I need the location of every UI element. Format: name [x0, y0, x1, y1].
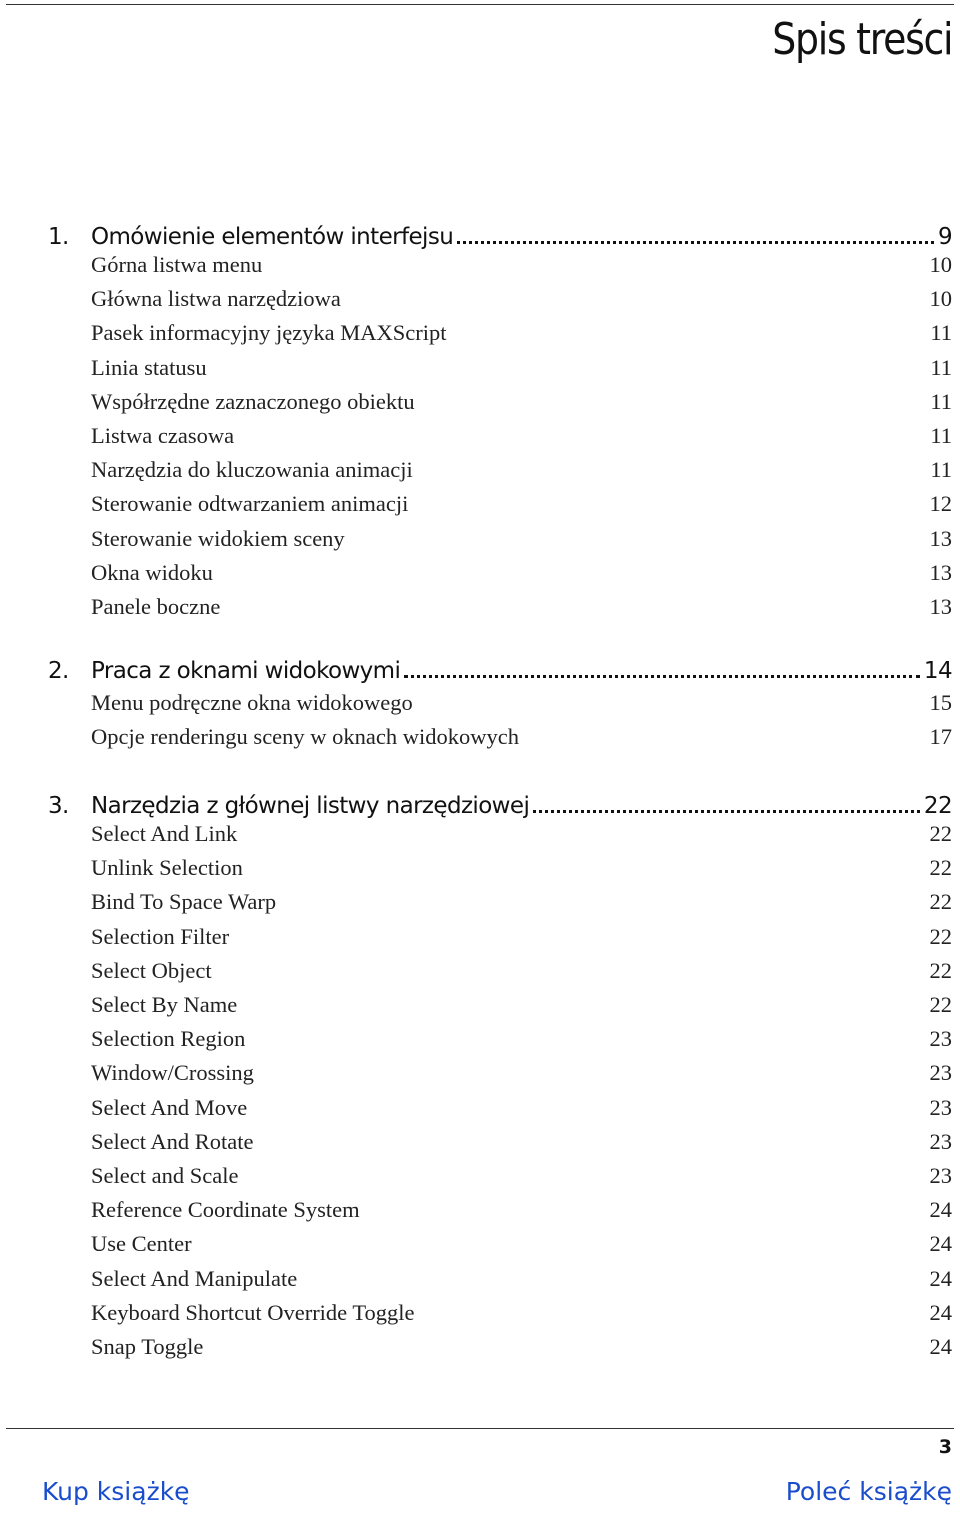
toc-entry-title: Bind To Space Warp: [91, 889, 277, 914]
toc-entry-title: Select And Link: [91, 821, 238, 846]
chapter-row: [48, 785, 952, 819]
toc-entry-title: Unlink Selection: [91, 855, 243, 880]
toc-entry: [91, 1227, 952, 1257]
toc-entry: [91, 1193, 952, 1223]
toc-entry-page: 11: [930, 355, 952, 380]
chapter-page: 9: [937, 224, 952, 250]
toc-entry-title: Selection Region: [91, 1026, 246, 1051]
recommend-book-link[interactable]: Poleć książkę: [785, 1477, 952, 1506]
toc-entry-title: Selection Filter: [91, 924, 230, 949]
toc-entry-title: Select By Name: [91, 992, 238, 1017]
toc-entry-title: Górna listwa menu: [91, 252, 263, 277]
toc-entry-title: Linia statusu: [91, 355, 207, 380]
toc-entry: [91, 817, 952, 847]
toc-entry-page: 15: [929, 690, 952, 715]
toc-entry: [91, 248, 952, 278]
toc-entry: [91, 1330, 952, 1360]
toc-entry-page: 22: [929, 855, 952, 880]
toc-entry-title: Select Object: [91, 958, 212, 983]
toc-entry-page: 24: [929, 1300, 952, 1325]
toc-entry: [91, 1159, 952, 1189]
toc-entry: [91, 1022, 952, 1052]
toc-entry: [91, 1296, 952, 1326]
chapter-row: [48, 216, 952, 250]
dot-leader: [404, 675, 920, 678]
toc-entry-page: 23: [929, 1095, 952, 1120]
buy-book-link[interactable]: Kup książkę: [42, 1477, 190, 1506]
toc-entry: [91, 590, 952, 620]
toc-entry: [91, 1091, 952, 1121]
toc-entry-title: Główna listwa narzędziowa: [91, 286, 341, 311]
toc-entry-page: 23: [929, 1026, 952, 1051]
toc-entry: [91, 351, 952, 381]
toc-entry-page: 13: [929, 526, 952, 551]
toc-entry-page: 22: [929, 889, 952, 914]
toc-entry: [91, 522, 952, 552]
toc-entry: [91, 316, 952, 346]
chapter-row: [48, 650, 952, 684]
toc-entry: [91, 851, 952, 881]
toc-entry: [91, 419, 952, 449]
toc-entry-page: 10: [929, 286, 952, 311]
toc-entry-title: Panele boczne: [91, 594, 221, 619]
toc-entry-title: Listwa czasowa: [91, 423, 235, 448]
toc-entry-page: 12: [929, 491, 952, 516]
toc-entry-page: 10: [929, 252, 952, 277]
toc-entry-title: Opcje renderingu sceny w oknach widokowych: [91, 724, 519, 749]
toc-entry-page: 24: [929, 1197, 952, 1222]
toc-entry-title: Reference Coordinate System: [91, 1197, 360, 1222]
toc-entry-page: 11: [930, 457, 952, 482]
toc-entry-page: 22: [929, 821, 952, 846]
toc-entry-page: 24: [929, 1266, 952, 1291]
toc-entry-page: 23: [929, 1060, 952, 1085]
toc-entry-page: 23: [929, 1129, 952, 1154]
toc-entry: [91, 720, 952, 750]
toc-entry: [91, 954, 952, 984]
toc-entry-page: 13: [929, 560, 952, 585]
toc-entry-title: Sterowanie odtwarzaniem animacji: [91, 491, 409, 516]
toc-entry-page: 13: [929, 594, 952, 619]
toc-entry: [91, 885, 952, 915]
toc-entry-page: 11: [930, 389, 952, 414]
toc-entry: [91, 487, 952, 517]
toc-entry-page: 23: [929, 1163, 952, 1188]
toc-entry: [91, 1262, 952, 1292]
toc-entry-title: Window/Crossing: [91, 1060, 254, 1085]
toc-entry: [91, 988, 952, 1018]
toc-entry: [91, 453, 952, 483]
toc-entry-title: Menu podręczne okna widokowego: [91, 690, 413, 715]
toc-entry-title: Współrzędne zaznaczonego obiektu: [91, 389, 415, 414]
chapter-number: 1.: [48, 224, 69, 250]
toc-entry-page: 22: [929, 924, 952, 949]
chapter-title: Narzędzia z głównej listwy narzędziowej: [91, 793, 530, 819]
chapter-title: Praca z oknami widokowymi: [91, 658, 401, 684]
chapter-title: Omówienie elementów interfejsu: [91, 224, 454, 250]
toc-entry-title: Select And Manipulate: [91, 1266, 298, 1291]
chapter-page: 14: [923, 658, 952, 684]
toc-entry-title: Snap Toggle: [91, 1334, 204, 1359]
dot-leader: [533, 810, 920, 813]
toc-entry-page: 17: [929, 724, 952, 749]
page-title: Spis treści: [772, 14, 952, 65]
toc-entry: [91, 686, 952, 716]
chapter-page: 22: [923, 793, 952, 819]
dot-leader: [457, 241, 934, 244]
chapter-number: 3.: [48, 793, 69, 819]
toc-entry-page: 11: [930, 423, 952, 448]
bottom-rule: [6, 1428, 954, 1429]
toc-entry-page: 11: [930, 320, 952, 345]
toc-entry-title: Okna widoku: [91, 560, 213, 585]
page-number: 3: [938, 1436, 952, 1458]
toc-entry: [91, 920, 952, 950]
chapter-number: 2.: [48, 658, 69, 684]
toc-entry-title: Sterowanie widokiem sceny: [91, 526, 345, 551]
toc-entry-title: Select And Rotate: [91, 1129, 254, 1154]
toc-entry-page: 22: [929, 958, 952, 983]
toc-entry: [91, 1125, 952, 1155]
toc-entry-title: Select and Scale: [91, 1163, 239, 1188]
toc-entry-title: Select And Move: [91, 1095, 248, 1120]
toc-entry-page: 24: [929, 1231, 952, 1256]
toc-entry-page: 22: [929, 992, 952, 1017]
top-rule: [6, 4, 954, 5]
toc-entry: [91, 1056, 952, 1086]
toc-entry-title: Narzędzia do kluczowania animacji: [91, 457, 413, 482]
toc-entry-title: Keyboard Shortcut Override Toggle: [91, 1300, 415, 1325]
toc-entry: [91, 282, 952, 312]
toc-entry-title: Use Center: [91, 1231, 192, 1256]
toc-entry: [91, 385, 952, 415]
toc-entry-page: 24: [929, 1334, 952, 1359]
toc-entry: [91, 556, 952, 586]
toc-entry-title: Pasek informacyjny języka MAXScript: [91, 320, 447, 345]
